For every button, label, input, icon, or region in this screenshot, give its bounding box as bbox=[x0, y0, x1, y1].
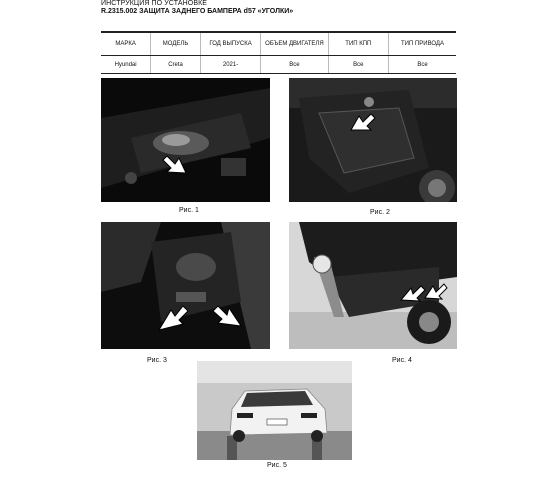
header-brand: МАРКА bbox=[101, 32, 151, 56]
header-model: МОДЕЛЬ bbox=[151, 32, 201, 56]
caption-fig5: Рис. 5 bbox=[267, 462, 287, 469]
cell-year: 2021- bbox=[200, 56, 260, 74]
cell-brand: Hyundai bbox=[101, 56, 151, 74]
cell-gearbox: Все bbox=[328, 56, 388, 74]
photo-fig2 bbox=[289, 78, 457, 202]
cell-engine: Все bbox=[261, 56, 328, 74]
instruction-title: ИНСТРУКЦИЯ ПО УСТАНОВКЕ bbox=[101, 0, 208, 7]
cell-model: Creta bbox=[151, 56, 201, 74]
header-drive: ТИП ПРИВОДА bbox=[389, 32, 457, 56]
caption-fig2: Рис. 2 bbox=[370, 209, 390, 216]
spec-table bbox=[101, 31, 456, 74]
photo-fig5 bbox=[197, 361, 352, 460]
spec-table-header-row bbox=[101, 32, 456, 56]
caption-fig4: Рис. 4 bbox=[392, 357, 412, 364]
product-title: R.2315.002 ЗАЩИТА ЗАДНЕГО БАМПЕРА d57 «УГОЛКИ» bbox=[101, 8, 294, 15]
caption-fig1: Рис. 1 bbox=[179, 207, 199, 214]
header-engine: ОБЪЕМ ДВИГАТЕЛЯ bbox=[261, 32, 328, 56]
spec-table-row bbox=[101, 56, 456, 74]
header-year: ГОД ВЫПУСКА bbox=[200, 32, 260, 56]
photo-fig4 bbox=[289, 222, 457, 349]
caption-fig3: Рис. 3 bbox=[147, 357, 167, 364]
photo-fig3 bbox=[101, 222, 270, 349]
header-gearbox: ТИП КПП bbox=[328, 32, 388, 56]
cell-drive: Все bbox=[389, 56, 457, 74]
photo-fig1 bbox=[101, 78, 270, 202]
